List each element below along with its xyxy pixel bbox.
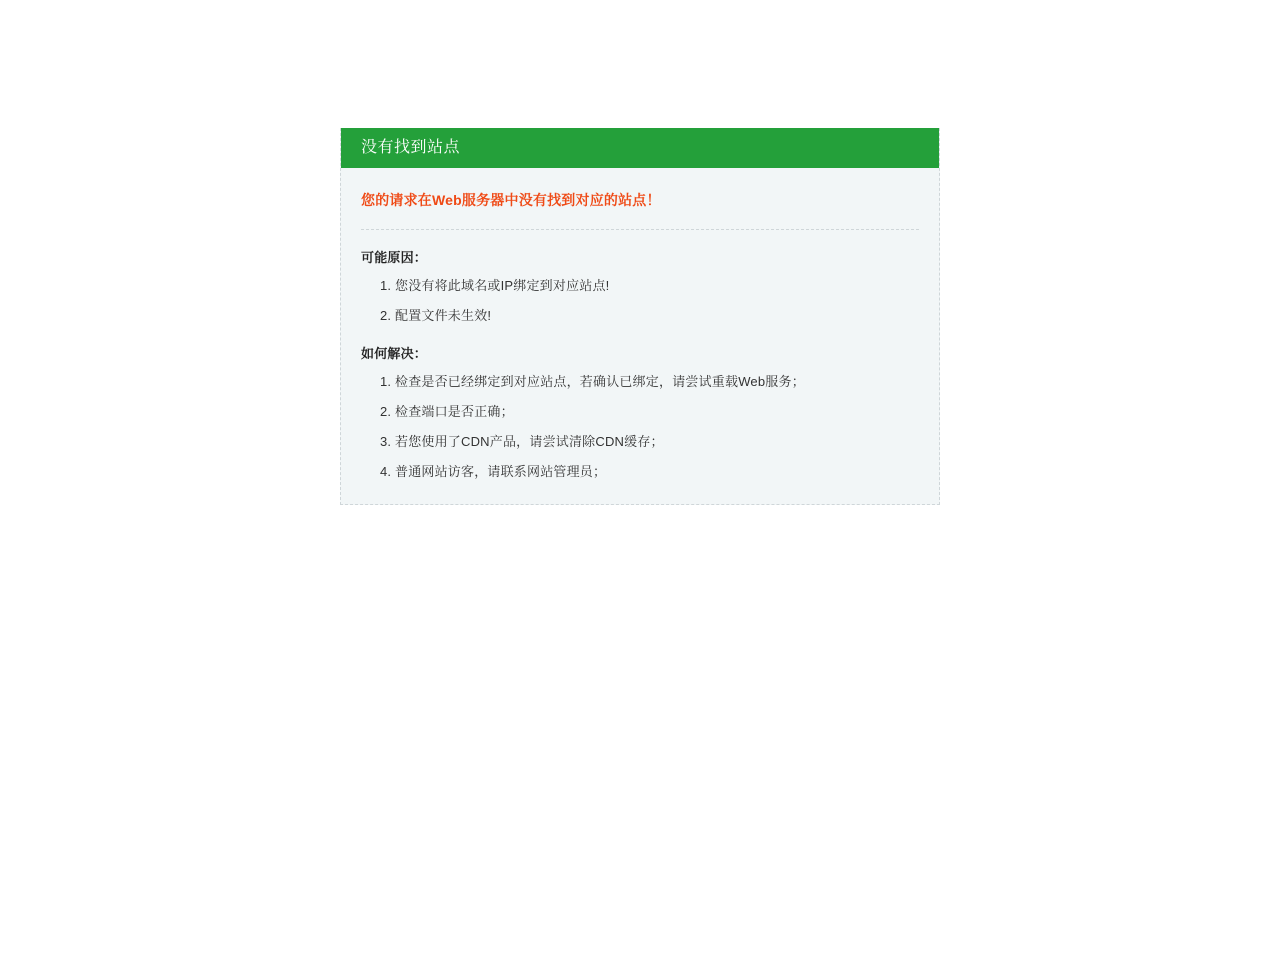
list-item: 3. 若您使用了CDN产品，请尝试清除CDN缓存； xyxy=(395,432,919,452)
list-item: 2. 配置文件未生效! xyxy=(395,306,919,326)
possible-reasons-list xyxy=(361,276,919,326)
list-item: 1. 您没有将此域名或IP绑定到对应站点! xyxy=(395,276,919,296)
how-to-solve-title: 如何解决： xyxy=(361,346,428,361)
how-to-solve-list xyxy=(361,372,919,482)
alert-message: 您的请求在Web服务器中没有找到对应的站点！ xyxy=(361,192,661,208)
possible-reasons-title: 可能原因： xyxy=(361,250,428,265)
panel-title: 没有找到站点 xyxy=(361,139,461,156)
list-item: 1. 检查是否已经绑定到对应站点，若确认已绑定，请尝试重载Web服务； xyxy=(395,372,919,392)
panel-header xyxy=(341,128,939,168)
list-item: 2. 检查端口是否正确； xyxy=(395,402,919,422)
divider xyxy=(361,229,919,230)
panel-body xyxy=(341,168,939,504)
site-not-found-panel xyxy=(340,128,940,505)
list-item: 4. 普通网站访客，请联系网站管理员； xyxy=(395,462,919,482)
